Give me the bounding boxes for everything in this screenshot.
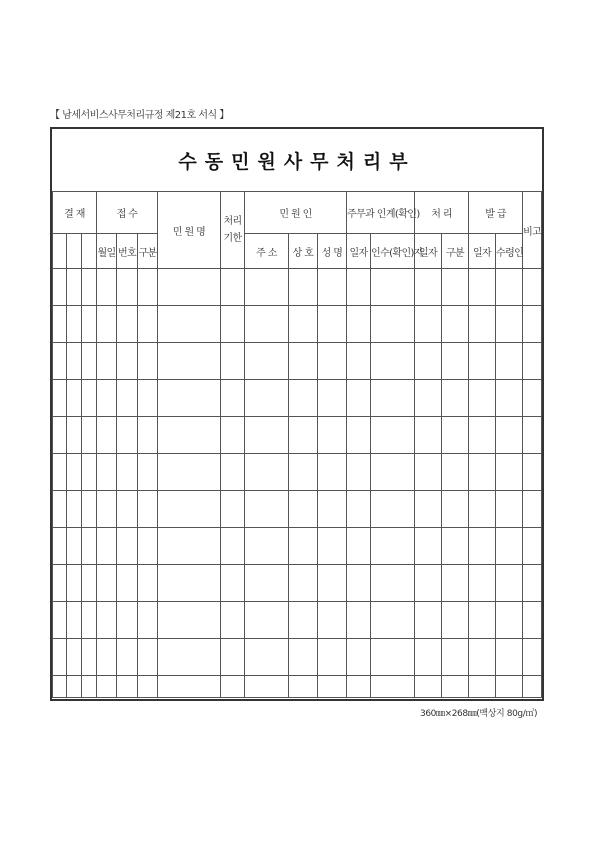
petition-name-header: 민 원 명 — [158, 192, 221, 269]
table-cell[interactable] — [469, 491, 496, 528]
table-cell[interactable] — [347, 269, 371, 306]
table-cell[interactable] — [82, 343, 97, 380]
table-cell[interactable] — [415, 602, 442, 639]
table-cell[interactable] — [469, 565, 496, 602]
table-cell[interactable] — [82, 306, 97, 343]
table-cell[interactable] — [138, 306, 158, 343]
handover-header: 주무과 인계(확인) — [347, 192, 415, 234]
table-cell[interactable] — [496, 491, 523, 528]
table-cell[interactable] — [158, 306, 221, 343]
table-cell[interactable] — [82, 417, 97, 454]
table-cell[interactable] — [158, 565, 221, 602]
table-cell[interactable] — [496, 269, 523, 306]
header-row-top — [53, 192, 542, 234]
table-cell[interactable] — [53, 676, 67, 698]
table-cell[interactable] — [442, 417, 469, 454]
table-cell[interactable] — [221, 639, 245, 676]
table-cell[interactable] — [221, 676, 245, 698]
table-cell[interactable] — [318, 417, 347, 454]
table-cell[interactable] — [318, 491, 347, 528]
table-cell[interactable] — [371, 639, 415, 676]
table-cell[interactable] — [97, 528, 117, 565]
table-cell[interactable] — [97, 417, 117, 454]
table-cell[interactable] — [158, 528, 221, 565]
table-cell[interactable] — [53, 380, 67, 417]
table-cell[interactable] — [158, 454, 221, 491]
table-cell[interactable] — [289, 454, 318, 491]
table-cell[interactable] — [53, 639, 67, 676]
table-cell[interactable] — [371, 417, 415, 454]
person-name-header: 성 명 — [318, 234, 347, 269]
table-cell[interactable] — [117, 565, 138, 602]
table-cell[interactable] — [245, 639, 289, 676]
approval-cell-2 — [67, 234, 82, 269]
table-cell[interactable] — [117, 269, 138, 306]
table-row — [53, 269, 542, 306]
table-cell[interactable] — [289, 417, 318, 454]
table-cell[interactable] — [221, 269, 245, 306]
table-cell[interactable] — [67, 269, 82, 306]
table-row — [53, 417, 542, 454]
table-cell[interactable] — [318, 565, 347, 602]
table-cell[interactable] — [53, 602, 67, 639]
table-cell[interactable] — [97, 602, 117, 639]
issuance-date-header: 일자 — [469, 234, 496, 269]
table-cell[interactable] — [469, 528, 496, 565]
table-cell[interactable] — [415, 454, 442, 491]
table-cell[interactable] — [523, 639, 542, 676]
table-cell[interactable] — [523, 565, 542, 602]
table-cell[interactable] — [158, 602, 221, 639]
table-cell[interactable] — [469, 343, 496, 380]
table-cell[interactable] — [523, 491, 542, 528]
table-cell[interactable] — [221, 528, 245, 565]
table-cell[interactable] — [442, 528, 469, 565]
table-cell[interactable] — [67, 639, 82, 676]
table-cell[interactable] — [53, 343, 67, 380]
page-title: 수동민원사무처리부 — [178, 150, 416, 173]
table-cell[interactable] — [53, 565, 67, 602]
table-cell[interactable] — [415, 417, 442, 454]
table-cell[interactable] — [415, 343, 442, 380]
table-cell[interactable] — [496, 639, 523, 676]
table-row — [53, 454, 542, 491]
table-cell[interactable] — [289, 528, 318, 565]
table-cell[interactable] — [442, 602, 469, 639]
table-cell[interactable] — [158, 269, 221, 306]
table-cell[interactable] — [97, 676, 117, 698]
table-cell[interactable] — [245, 306, 289, 343]
table-cell[interactable] — [496, 343, 523, 380]
table-cell[interactable] — [82, 528, 97, 565]
table-cell[interactable] — [117, 380, 138, 417]
table-cell[interactable] — [469, 639, 496, 676]
table-cell[interactable] — [496, 676, 523, 698]
table-cell[interactable] — [289, 565, 318, 602]
table-cell[interactable] — [371, 565, 415, 602]
header-row-sub — [53, 234, 542, 269]
table-cell[interactable] — [371, 491, 415, 528]
deadline-label-line1: 처리 — [223, 216, 242, 227]
table-row — [53, 491, 542, 528]
table-cell[interactable] — [523, 269, 542, 306]
remarks-header: 비고 — [523, 192, 542, 269]
table-cell[interactable] — [347, 676, 371, 698]
table-cell[interactable] — [245, 528, 289, 565]
table-cell[interactable] — [138, 343, 158, 380]
table-cell[interactable] — [138, 676, 158, 698]
table-cell[interactable] — [138, 491, 158, 528]
table-cell[interactable] — [469, 454, 496, 491]
table-cell[interactable] — [442, 676, 469, 698]
table-row — [53, 380, 542, 417]
table-cell[interactable] — [97, 491, 117, 528]
table-cell[interactable] — [117, 639, 138, 676]
table-cell[interactable] — [415, 676, 442, 698]
table-cell[interactable] — [289, 602, 318, 639]
table-cell[interactable] — [245, 676, 289, 698]
table-cell[interactable] — [221, 417, 245, 454]
table-cell[interactable] — [415, 491, 442, 528]
table-cell[interactable] — [289, 306, 318, 343]
table-cell[interactable] — [442, 380, 469, 417]
table-cell[interactable] — [442, 454, 469, 491]
table-cell[interactable] — [245, 343, 289, 380]
table-row — [53, 602, 542, 639]
table-cell[interactable] — [221, 454, 245, 491]
table-cell[interactable] — [82, 602, 97, 639]
table-cell[interactable] — [221, 602, 245, 639]
table-cell[interactable] — [496, 306, 523, 343]
table-cell[interactable] — [97, 343, 117, 380]
table-cell[interactable] — [245, 454, 289, 491]
table-cell[interactable] — [371, 454, 415, 491]
handover-receiver-header: 인수(확인)자 — [371, 234, 415, 269]
table-cell[interactable] — [289, 343, 318, 380]
table-cell[interactable] — [289, 639, 318, 676]
table-cell[interactable] — [496, 565, 523, 602]
table-cell[interactable] — [469, 380, 496, 417]
table-cell[interactable] — [347, 639, 371, 676]
table-cell[interactable] — [318, 676, 347, 698]
table-cell[interactable] — [318, 602, 347, 639]
table-row — [53, 565, 542, 602]
table-cell[interactable] — [53, 417, 67, 454]
table-cell[interactable] — [523, 343, 542, 380]
table-cell[interactable] — [347, 417, 371, 454]
approval-cell-1 — [53, 234, 67, 269]
table-cell[interactable] — [318, 528, 347, 565]
table-cell[interactable] — [82, 676, 97, 698]
table-cell[interactable] — [442, 491, 469, 528]
table-cell[interactable] — [97, 454, 117, 491]
processing-date-header: 일자 — [415, 234, 442, 269]
processing-type-header: 구분 — [442, 234, 469, 269]
table-cell[interactable] — [496, 528, 523, 565]
table-cell[interactable] — [415, 528, 442, 565]
table-cell[interactable] — [245, 602, 289, 639]
table-cell[interactable] — [138, 639, 158, 676]
table-cell[interactable] — [82, 639, 97, 676]
table-cell[interactable] — [442, 269, 469, 306]
table-cell[interactable] — [53, 454, 67, 491]
table-cell[interactable] — [469, 602, 496, 639]
table-cell[interactable] — [97, 565, 117, 602]
petitioner-header: 민 원 인 — [245, 192, 347, 234]
table-cell[interactable] — [347, 343, 371, 380]
table-cell[interactable] — [523, 454, 542, 491]
table-cell[interactable] — [415, 380, 442, 417]
table-cell[interactable] — [138, 380, 158, 417]
issuance-receiver-header: 수령인 — [496, 234, 523, 269]
table-cell[interactable] — [221, 565, 245, 602]
table-cell[interactable] — [53, 491, 67, 528]
ledger-table — [52, 191, 542, 698]
table-row — [53, 306, 542, 343]
table-cell[interactable] — [67, 343, 82, 380]
table-row — [53, 639, 542, 676]
table-cell[interactable] — [496, 417, 523, 454]
table-cell[interactable] — [67, 676, 82, 698]
trade-name-header: 상 호 — [289, 234, 318, 269]
table-cell[interactable] — [67, 602, 82, 639]
table-cell[interactable] — [289, 269, 318, 306]
table-cell[interactable] — [371, 269, 415, 306]
receipt-number-header: 번호 — [117, 234, 138, 269]
table-cell[interactable] — [117, 417, 138, 454]
receipt-header: 접 수 — [97, 192, 158, 234]
table-cell[interactable] — [371, 343, 415, 380]
table-cell[interactable] — [469, 676, 496, 698]
table-cell[interactable] — [442, 565, 469, 602]
deadline-header — [221, 192, 245, 269]
table-cell[interactable] — [469, 417, 496, 454]
table-cell[interactable] — [318, 269, 347, 306]
table-cell[interactable] — [117, 343, 138, 380]
table-cell[interactable] — [245, 565, 289, 602]
table-cell[interactable] — [442, 306, 469, 343]
table-cell[interactable] — [245, 417, 289, 454]
table-cell[interactable] — [347, 306, 371, 343]
table-cell[interactable] — [442, 343, 469, 380]
ledger-sheet — [50, 127, 544, 701]
table-cell[interactable] — [138, 269, 158, 306]
table-cell[interactable] — [97, 380, 117, 417]
table-cell[interactable] — [371, 380, 415, 417]
table-cell[interactable] — [67, 306, 82, 343]
table-cell[interactable] — [371, 528, 415, 565]
approval-cell-3 — [82, 234, 97, 269]
table-cell[interactable] — [245, 491, 289, 528]
table-cell[interactable] — [415, 306, 442, 343]
paper-size-note: 360㎜×268㎜(백상지 80g/㎡) — [420, 709, 538, 719]
table-cell[interactable] — [97, 306, 117, 343]
table-cell[interactable] — [53, 528, 67, 565]
table-cell[interactable] — [347, 602, 371, 639]
issuance-header: 발 급 — [469, 192, 523, 234]
table-cell[interactable] — [221, 491, 245, 528]
address-header: 주 소 — [245, 234, 289, 269]
table-cell[interactable] — [469, 306, 496, 343]
table-cell[interactable] — [158, 639, 221, 676]
table-row — [53, 528, 542, 565]
table-cell[interactable] — [523, 306, 542, 343]
table-cell[interactable] — [158, 380, 221, 417]
title-box — [52, 129, 542, 192]
table-cell[interactable] — [221, 343, 245, 380]
table-cell[interactable] — [138, 417, 158, 454]
receipt-date-header: 월일 — [97, 234, 117, 269]
table-cell[interactable] — [67, 454, 82, 491]
table-cell[interactable] — [82, 380, 97, 417]
table-cell[interactable] — [82, 454, 97, 491]
table-cell[interactable] — [523, 676, 542, 698]
table-cell[interactable] — [371, 676, 415, 698]
table-cell[interactable] — [245, 380, 289, 417]
table-cell[interactable] — [67, 491, 82, 528]
table-cell[interactable] — [67, 528, 82, 565]
table-cell[interactable] — [117, 491, 138, 528]
processing-header: 처 리 — [415, 192, 469, 234]
table-cell[interactable] — [97, 639, 117, 676]
table-cell[interactable] — [82, 491, 97, 528]
deadline-label-line2: 기한 — [223, 233, 242, 244]
receipt-type-header: 구분 — [138, 234, 158, 269]
table-cell[interactable] — [496, 602, 523, 639]
table-cell[interactable] — [371, 602, 415, 639]
table-cell[interactable] — [138, 454, 158, 491]
table-cell[interactable] — [67, 565, 82, 602]
table-cell[interactable] — [469, 269, 496, 306]
approval-header: 결 재 — [53, 192, 97, 234]
table-cell[interactable] — [53, 269, 67, 306]
table-cell[interactable] — [523, 380, 542, 417]
table-cell[interactable] — [347, 380, 371, 417]
table-cell[interactable] — [138, 565, 158, 602]
table-cell[interactable] — [158, 343, 221, 380]
table-cell[interactable] — [523, 602, 542, 639]
table-cell[interactable] — [523, 417, 542, 454]
table-cell[interactable] — [415, 565, 442, 602]
table-cell[interactable] — [221, 380, 245, 417]
table-cell[interactable] — [289, 380, 318, 417]
table-cell[interactable] — [415, 639, 442, 676]
table-cell[interactable] — [138, 528, 158, 565]
table-cell[interactable] — [347, 528, 371, 565]
table-cell[interactable] — [496, 380, 523, 417]
table-cell[interactable] — [318, 454, 347, 491]
table-cell[interactable] — [523, 528, 542, 565]
table-cell[interactable] — [245, 269, 289, 306]
table-cell[interactable] — [442, 639, 469, 676]
table-cell[interactable] — [347, 565, 371, 602]
table-cell[interactable] — [289, 491, 318, 528]
handover-date-header: 일자 — [347, 234, 371, 269]
table-cell[interactable] — [347, 491, 371, 528]
table-cell[interactable] — [117, 454, 138, 491]
table-cell[interactable] — [318, 380, 347, 417]
table-cell[interactable] — [97, 269, 117, 306]
table-row — [53, 343, 542, 380]
table-cell[interactable] — [138, 602, 158, 639]
table-cell[interactable] — [117, 602, 138, 639]
table-cell[interactable] — [158, 417, 221, 454]
form-reference: 【 남세서비스사무처리규정 제21호 서식 】 — [50, 110, 229, 121]
table-cell[interactable] — [117, 306, 138, 343]
table-cell[interactable] — [415, 269, 442, 306]
table-cell[interactable] — [318, 306, 347, 343]
table-cell[interactable] — [117, 528, 138, 565]
table-cell[interactable] — [318, 343, 347, 380]
table-cell[interactable] — [347, 454, 371, 491]
table-cell[interactable] — [371, 306, 415, 343]
table-cell[interactable] — [289, 676, 318, 698]
table-row — [53, 676, 542, 698]
table-cell[interactable] — [221, 306, 245, 343]
table-cell[interactable] — [82, 565, 97, 602]
table-cell[interactable] — [67, 380, 82, 417]
table-cell[interactable] — [496, 454, 523, 491]
table-cell[interactable] — [82, 269, 97, 306]
table-cell[interactable] — [158, 491, 221, 528]
table-cell[interactable] — [117, 676, 138, 698]
table-cell[interactable] — [318, 639, 347, 676]
table-cell[interactable] — [67, 417, 82, 454]
table-cell[interactable] — [53, 306, 67, 343]
table-cell[interactable] — [158, 676, 221, 698]
